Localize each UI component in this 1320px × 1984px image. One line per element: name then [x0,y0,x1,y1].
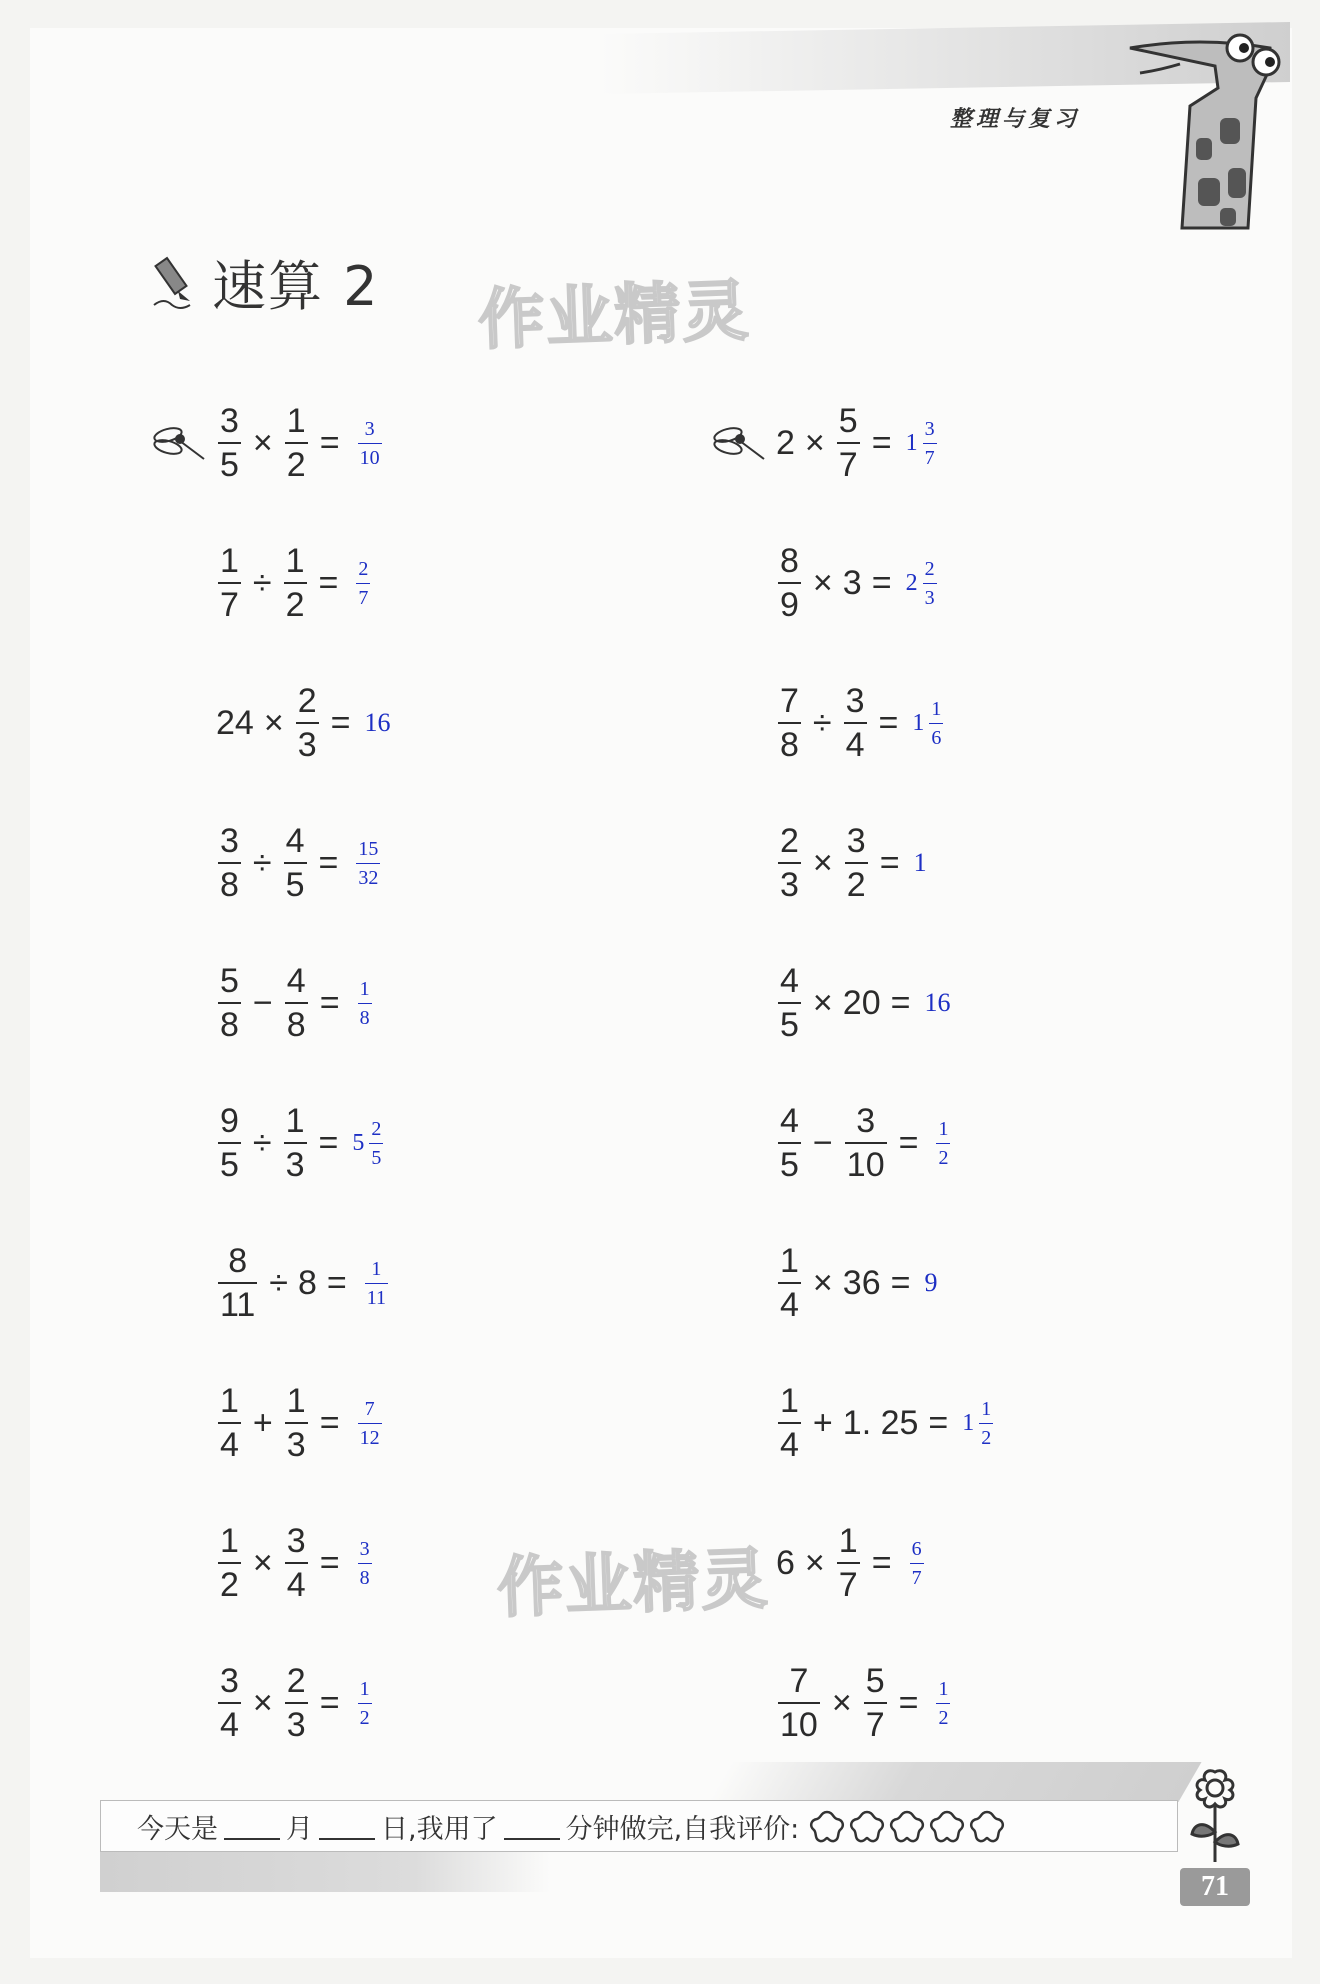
numerator: 5 [838,402,858,440]
operand-fraction [284,544,307,622]
problem-row [214,1516,376,1610]
denominator: 2 [218,1562,241,1602]
numerator: 2 [358,557,369,580]
answer-fraction [936,1119,950,1168]
footer-decoration [100,1852,550,1892]
numerator: 3 [856,1102,876,1140]
problem-row [710,396,941,490]
problem-row [774,1376,997,1470]
numerator: 1 [838,1522,858,1560]
equals-sign: = [898,1683,919,1722]
equals-sign: = [878,703,899,742]
numerator: 2 [371,1117,382,1140]
flower-rating-icon[interactable] [967,1808,1007,1844]
operator: ÷ [252,563,272,602]
denominator: 5 [369,1143,383,1168]
denominator: 5 [218,442,241,482]
numerator: 2 [297,682,317,720]
numerator: 1 [285,542,305,580]
numerator: 6 [911,1537,922,1560]
header-title: 整理与复习 [950,107,1081,132]
operand-fraction [837,404,860,482]
handwritten-answer [364,708,390,738]
numerator: 3 [924,417,935,440]
answer-fraction [979,1399,993,1448]
denominator: 2 [845,862,868,902]
denominator: 11 [218,1282,257,1322]
operand-number: 36 [842,1263,881,1302]
operand-fraction [778,964,801,1042]
operator: − [812,1123,833,1162]
operand-number: 24 [216,703,254,742]
denominator: 8 [285,1002,308,1042]
denominator: 7 [923,443,937,468]
problem-row [774,1236,937,1330]
operand-number: 20 [842,983,881,1022]
numerator: 1 [371,1257,382,1280]
numerator: 5 [220,962,239,1000]
numerator: 4 [780,962,799,1000]
operator: × [812,563,833,602]
numerator: 1 [359,1677,370,1700]
denominator: 5 [778,1002,801,1042]
footer-month-label: 月 [286,1813,313,1845]
denominator: 3 [923,583,937,608]
denominator: 10 [778,1702,820,1742]
equals-sign: = [319,983,340,1022]
handwritten-answer [354,979,376,1028]
operator: × [812,983,833,1022]
answer-fraction [358,979,372,1028]
denominator: 4 [285,1562,308,1602]
flower-icon [1180,1762,1250,1882]
denominator: 9 [778,582,801,622]
problem-row [150,396,386,490]
answer-fraction [358,1679,372,1728]
numerator: 1 [220,1522,239,1560]
problem-row [214,1376,386,1470]
equals-sign: = [871,1543,892,1582]
operator: ÷ [252,1123,272,1162]
denominator: 11 [365,1283,388,1308]
denominator: 3 [284,1142,307,1182]
operand-fraction [218,964,241,1042]
operator: × [252,423,273,462]
operand-fraction [296,684,319,762]
problem-row [774,676,947,770]
numerator: 15 [358,837,379,860]
operator: × [252,1543,273,1582]
answer-number: 1 [913,848,927,877]
answer-fraction [358,1539,372,1588]
operand-number: 6 [776,1543,795,1582]
answer-fraction [929,699,943,748]
denominator: 2 [284,582,307,622]
equals-sign: = [879,843,900,882]
operator: × [804,1543,825,1582]
numerator: 1 [780,1242,799,1280]
handwritten-answer [906,559,941,608]
footer-minutes-label: 分钟做完,自我评价: [565,1813,800,1845]
flower-rating-icon[interactable] [927,1808,967,1844]
numerator: 1 [359,977,370,1000]
flower-rating-icon[interactable] [887,1808,927,1844]
equals-sign: = [318,563,339,602]
operand-fraction [218,1664,241,1742]
footer-day-label: 日,我用了 [381,1813,498,1845]
numerator: 1 [286,1382,306,1420]
denominator: 8 [218,1002,241,1042]
answer-fraction [369,1119,383,1168]
equals-sign: = [319,1683,340,1722]
numerator: 3 [846,822,866,860]
denominator: 32 [356,863,380,888]
numerator: 3 [220,402,239,440]
answer-whole: 1 [905,429,918,456]
operand-fraction [218,544,241,622]
equals-sign: = [318,1123,339,1162]
denominator: 2 [936,1143,950,1168]
numerator: 1 [938,1117,949,1140]
operator: + [252,1403,273,1442]
equals-sign: = [319,423,340,462]
footer-today-label: 今天是 [137,1813,218,1845]
answer-fraction [923,419,937,468]
operand-fraction [285,964,308,1042]
denominator: 7 [837,1562,860,1602]
operand-fraction [778,544,801,622]
denominator: 3 [296,722,319,762]
answer-whole: 2 [905,569,918,596]
minutes-blank[interactable] [504,1812,560,1840]
numerator: 3 [845,682,865,720]
operand-fraction [778,1104,801,1182]
numerator: 3 [220,1662,239,1700]
answer-number: 9 [924,1268,938,1297]
operand-fraction [218,404,241,482]
numerator: 4 [285,822,305,860]
day-blank[interactable] [319,1812,375,1840]
dragonfly-icon [710,423,768,463]
answer-whole: 5 [352,1129,365,1156]
handwritten-answer [354,419,386,468]
numerator: 4 [286,962,306,1000]
operand-fraction [837,1524,860,1602]
equals-sign: = [871,423,892,462]
numerator: 1 [286,402,306,440]
giraffe-icon [1120,28,1290,234]
handwritten-answer [924,988,950,1018]
denominator: 7 [218,582,241,622]
denominator: 8 [358,1003,372,1028]
footer-decoration [708,1762,1201,1802]
answer-fraction [358,419,382,468]
page-number: 71 [1180,1868,1250,1906]
answer-number: 16 [924,988,951,1017]
handwritten-answer [932,1119,954,1168]
numerator: 3 [359,1537,370,1560]
operand-fraction [778,1384,801,1462]
handwritten-answer [361,1259,392,1308]
denominator: 2 [285,442,308,482]
denominator: 10 [358,443,382,468]
operand-fraction [778,684,801,762]
problem-row [774,1656,954,1750]
denominator: 2 [979,1423,993,1448]
denominator: 7 [864,1702,887,1742]
numerator: 1 [981,1397,992,1420]
answer-whole: 1 [962,1409,975,1436]
operand-number: 3 [842,563,862,602]
operand-number: 2 [776,423,795,462]
equals-sign: = [890,1263,911,1302]
operand-fraction [845,824,868,902]
equals-sign: = [330,703,351,742]
numerator: 7 [789,1662,809,1700]
denominator: 7 [910,1563,924,1588]
operand-fraction [778,1244,801,1322]
denominator: 5 [218,1142,241,1182]
operand-fraction [218,824,241,902]
numerator: 1 [220,1382,239,1420]
denominator: 3 [778,862,801,902]
denominator: 4 [778,1282,801,1322]
denominator: 8 [358,1563,372,1588]
denominator: 4 [844,722,867,762]
numerator: 2 [924,557,935,580]
problem-row [214,536,374,630]
operand-fraction [778,1664,820,1742]
operator: − [252,983,273,1022]
handwritten-answer [354,1679,376,1728]
handwritten-answer [352,559,374,608]
operand-fraction [845,1104,887,1182]
problem-row [774,956,950,1050]
denominator: 5 [284,862,307,902]
equals-sign: = [928,1403,949,1442]
operand-fraction [218,1384,241,1462]
problem-row [214,956,376,1050]
operator: + [812,1403,833,1442]
handwritten-answer [962,1399,997,1448]
rating-stars [807,1808,1007,1844]
numerator: 5 [865,1662,885,1700]
equals-sign: = [318,843,339,882]
operator: × [263,703,284,742]
handwritten-answer [354,1539,376,1588]
numerator: 7 [364,1397,375,1420]
denominator: 4 [218,1422,241,1462]
numerator: 7 [780,682,799,720]
denominator: 3 [285,1422,308,1462]
operator: ÷ [269,1263,288,1302]
handwritten-answer [912,699,947,748]
operand-fraction [218,1524,241,1602]
numerator: 9 [220,1102,239,1140]
watermark: 作业精灵 [476,272,752,359]
equals-sign: = [319,1543,340,1582]
watermark: 作业精灵 [495,1540,771,1627]
operand-fraction [864,1664,887,1742]
pencil-icon [150,253,202,313]
denominator: 5 [778,1142,801,1182]
numerator: 2 [286,1662,306,1700]
operand-fraction [284,824,307,902]
flower-rating-icon[interactable] [847,1808,887,1844]
answer-whole: 1 [912,709,925,736]
operand-number: 1. 25 [842,1403,919,1442]
problem-row [214,1236,392,1330]
denominator: 7 [837,442,860,482]
answer-fraction [356,559,370,608]
problem-row [774,536,941,630]
denominator: 8 [218,862,241,902]
numerator: 3 [286,1522,306,1560]
handwritten-answer [932,1679,954,1728]
operator: × [812,843,833,882]
section-title-text: 速算 2 [212,255,380,318]
operand-number: 8 [297,1263,317,1302]
denominator: 4 [218,1702,241,1742]
denominator: 2 [358,1703,372,1728]
problem-row [774,816,927,910]
denominator: 8 [778,722,801,762]
numerator: 2 [780,822,799,860]
dragonfly-icon [150,423,208,463]
equals-sign: = [871,563,892,602]
numerator: 8 [780,542,799,580]
problem-row [774,1096,954,1190]
month-blank[interactable] [224,1812,280,1840]
denominator: 2 [936,1703,950,1728]
operand-fraction [218,1244,257,1322]
problem-row [214,816,384,910]
numerator: 3 [220,822,239,860]
answer-fraction [910,1539,924,1588]
answer-fraction [358,1399,382,1448]
numerator: 1 [220,542,239,580]
operand-fraction [285,1524,308,1602]
numerator: 1 [780,1382,799,1420]
handwritten-answer [354,1399,386,1448]
answer-fraction [923,559,937,608]
numerator: 8 [228,1242,248,1280]
handwritten-answer [352,839,384,888]
numerator: 3 [364,417,375,440]
answer-fraction [936,1679,950,1728]
answer-fraction [365,1259,388,1308]
numerator: 4 [780,1102,799,1140]
problem-row [214,1096,387,1190]
denominator: 10 [845,1142,887,1182]
denominator: 12 [358,1423,382,1448]
operator: ÷ [252,843,272,882]
section-title [150,244,380,321]
operator: × [804,423,825,462]
operator: × [831,1683,852,1722]
denominator: 6 [929,723,943,748]
handwritten-answer [914,848,927,878]
numerator: 1 [938,1677,949,1700]
problem-row [214,676,390,770]
self-evaluation-bar [100,1800,1178,1852]
equals-sign: = [326,1263,347,1302]
operand-fraction [284,1104,307,1182]
operand-fraction [844,684,867,762]
operand-fraction [285,1664,308,1742]
equals-sign: = [890,983,911,1022]
denominator: 4 [778,1422,801,1462]
operand-fraction [285,404,308,482]
denominator: 3 [285,1702,308,1742]
operator: × [812,1263,833,1302]
flower-rating-icon[interactable] [807,1808,847,1844]
handwritten-answer [906,419,941,468]
operand-fraction [218,1104,241,1182]
problem-row [214,1656,376,1750]
numerator: 1 [285,1102,305,1140]
operand-fraction [285,1384,308,1462]
equals-sign: = [898,1123,919,1162]
denominator: 7 [356,583,370,608]
equals-sign: = [319,1403,340,1442]
operator: ÷ [812,703,832,742]
answer-number: 16 [364,708,391,737]
handwritten-answer [906,1539,928,1588]
problem-row [774,1516,928,1610]
numerator: 1 [931,697,942,720]
answer-fraction [356,839,380,888]
operator: × [252,1683,273,1722]
operand-fraction [778,824,801,902]
handwritten-answer [352,1119,387,1168]
handwritten-answer [924,1268,937,1298]
